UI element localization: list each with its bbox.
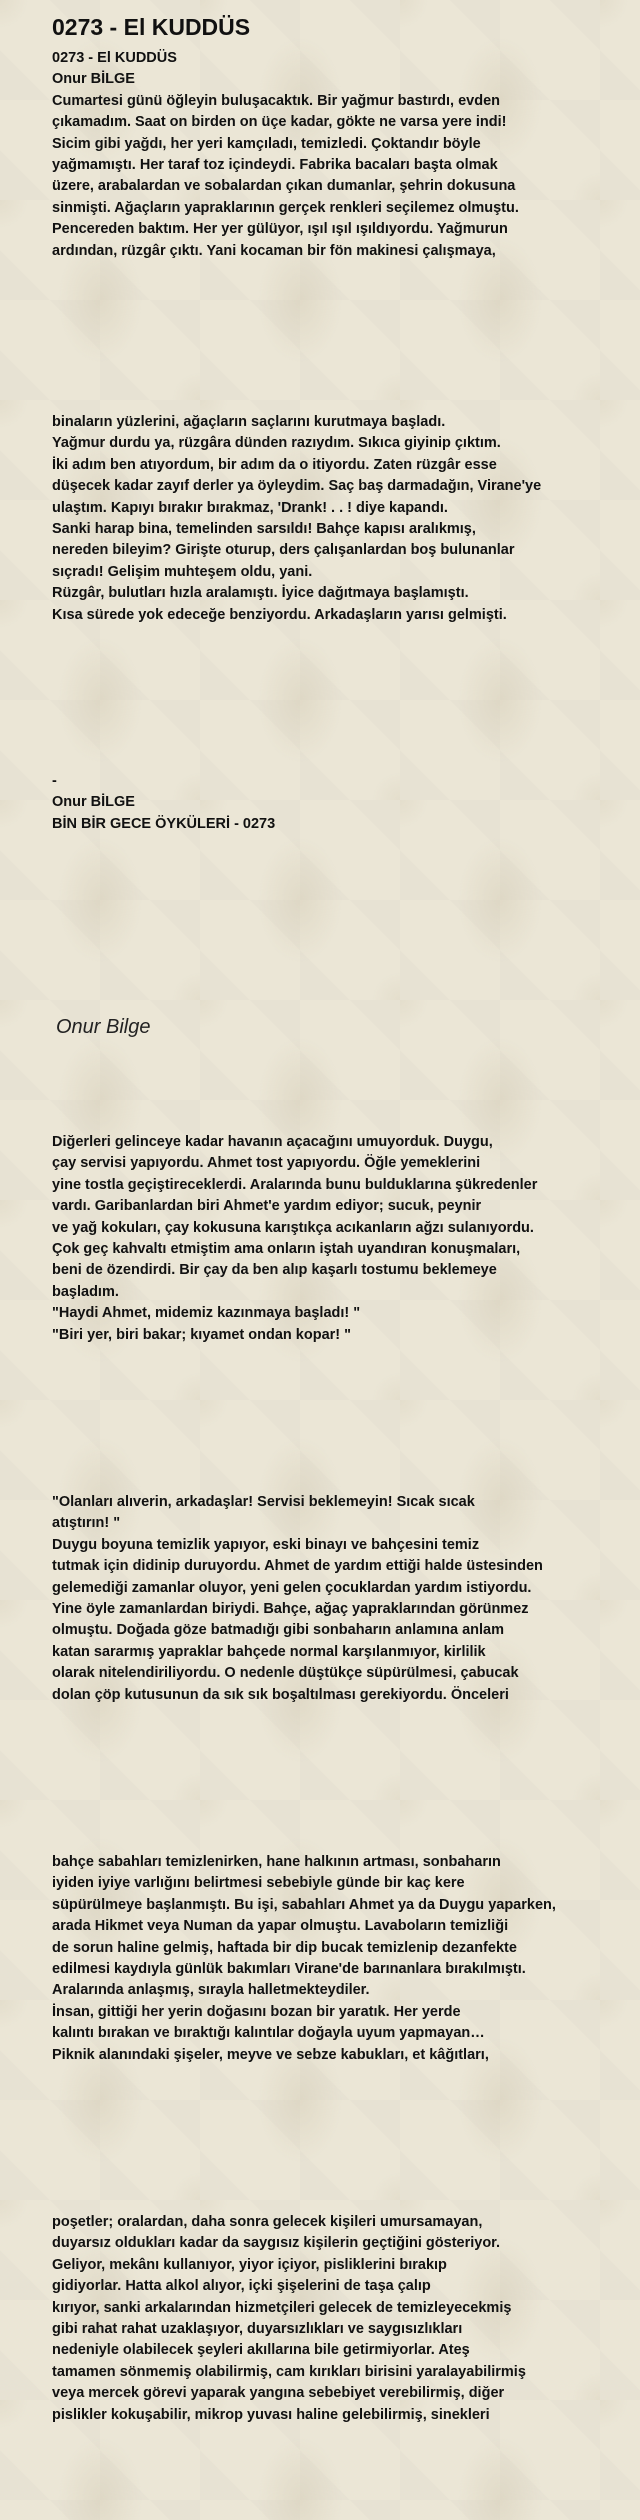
- text-line: Cumartesi günü öğleyin buluşacaktık. Bir yağmur bastırdı, evden: [52, 92, 500, 109]
- text-line: başladım.: [52, 1283, 119, 1300]
- text-line: BİN BİR GECE ÖYKÜLERİ - 0273: [52, 815, 276, 832]
- text-line: "Olanları alıverin, arkadaşlar! Servisi beklemeyin! Sıcak sıcak: [52, 1494, 475, 1510]
- text-line: duyarsız oldukları kadar da saygısız kişilerin geçtiğini gösteriyor.: [52, 2235, 501, 2252]
- text-line: Onur BİLGE: [52, 71, 135, 88]
- text-line: tamamen sönmemiş olabilirmiş, cam kırıkları birisini yaralayabilirmiş: [52, 2363, 526, 2380]
- text-line: Yağmur durdu ya, rüzgâra dünden razıydım. Sıkıca giyinip çıktım.: [52, 435, 501, 452]
- text-line: nedeniyle olabilecek şeyleri akıllarına bile getirmiyorlar. Ateş: [52, 2342, 470, 2359]
- header-paragraph: [52, 48, 622, 262]
- text-line: olarak nitelendiriliyordu. O nedenle düştükçe süpürülmesi, çabucak: [52, 1665, 519, 1682]
- text-line: kalıntı bırakan ve bıraktığı kalıntılar doğayla uyum yapmayan…: [52, 2025, 485, 2042]
- author-signature: Onur Bilge: [56, 1016, 151, 1038]
- story-paragraph: [52, 1852, 622, 2066]
- text-line: sıçradı! Gelişim muhteşem oldu, yani.: [52, 563, 313, 580]
- text-line: katan sararmış yapraklar bahçede normal karşılanmıyor, kirlilik: [52, 1643, 486, 1660]
- text-line: iyiden iyiye varlığını belirtmesi sebebiyle günde bir kaç kere: [52, 1875, 465, 1892]
- text-line: olmuştu. Doğada göze batmadığı gibi sonbaharın anlamına anlam: [52, 1622, 504, 1639]
- text-line: yine tostla geçiştireceklerdi. Aralarında bunu bulduklarına şükredenler: [52, 1176, 538, 1193]
- text-line: beni de özendirdi. Bir çay da ben alıp kaşarlı tostumu beklemeye: [52, 1262, 497, 1279]
- story-paragraph: [52, 1492, 622, 1706]
- story-paragraph: [52, 1132, 622, 1346]
- text-line: pislikler kokuşabilir, mikrop yuvası haline gelebilirmiş, sinekleri: [52, 2406, 490, 2423]
- text-line: Geliyor, mekânı kullanıyor, yiyor içiyor, pisliklerini bırakıp: [52, 2256, 447, 2273]
- text-line: veya mercek görevi yaparak yangına sebebiyet verebilirmiş, diğer: [52, 2385, 505, 2402]
- text-line: sinmişti. Ağaçların yapraklarının gerçek renkleri seçilemez olmuştu.: [52, 199, 519, 216]
- text-line: düşecek kadar zayıf derler ya öyleydim. Saç baş darmadağın, Virane'ye: [52, 478, 542, 495]
- text-line: Duygu boyuna temizlik yapıyor, eski binayı ve bahçesini temiz: [52, 1536, 480, 1553]
- text-line: Piknik alanındaki şişeler, meyve ve sebze kabukları, et kâğıtları,: [52, 2046, 489, 2063]
- text-line: kırıyor, sanki arkalarından hizmetçileri gelecek de temizleyecekmiş: [52, 2299, 512, 2316]
- text-line: Sicim gibi yağdı, her yeri kamçıladı, temizledi. Çoktandır böyle: [52, 135, 481, 152]
- text-line: yağmamıştı. Her taraf toz içindeydi. Fabrika bacaları başta olmak: [52, 157, 498, 174]
- text-line: "Biri yer, biri bakar; kıyamet ondan kopar! ": [52, 1326, 352, 1343]
- story-paragraph: [52, 2212, 622, 2426]
- text-line: gelemediği zamanlar oluyor, yeni gelen çocuklardan yardım istiyordu.: [52, 1579, 532, 1596]
- text-line: Diğerleri gelinceye kadar havanın açacağını umuyorduk. Duygu,: [52, 1134, 493, 1150]
- text-line: Sanki harap bina, temelinden sarsıldı! Bahçe kapısı aralıkmış,: [52, 521, 476, 538]
- text-line: çay servisi yapıyordu. Ahmet tost yapıyordu. Öğle yemeklerini: [52, 1155, 481, 1172]
- text-line: nereden bileyim? Girişte oturup, ders çalışanlardan boş bulunanlar: [52, 542, 515, 559]
- text-line: binaların yüzlerini, ağaçların saçlarını kurutmaya başladı.: [52, 414, 446, 430]
- text-line: İki adım ben atıyordum, bir adım da o itiyordu. Zaten rüzgâr esse: [52, 456, 497, 473]
- text-line: ardından, rüzgâr çıktı. Yani kocaman bir fön makinesi çalışmaya,: [52, 242, 496, 259]
- text-line: üzere, arabalardan ve sobalardan çıkan dumanlar, şehrin dokusuna: [52, 178, 516, 195]
- text-line: Rüzgâr, bulutları hızla aralamıştı. İyice dağıtmaya başlamıştı.: [52, 585, 469, 602]
- text-line: poşetler; oralardan, daha sonra gelecek kişileri umursamayan,: [52, 2214, 483, 2230]
- text-line: Onur BİLGE: [52, 794, 135, 811]
- text-line: dolan çöp kutusunun da sık sık boşaltılması gerekiyordu. Önceleri: [52, 1686, 509, 1703]
- text-line: tutmak için didinip duruyordu. Ahmet de yardım ettiği halde üstesinden: [52, 1558, 543, 1575]
- page-title: 0273 - El KUDDÜS: [52, 14, 251, 40]
- text-line: bahçe sabahları temizlenirken, hane halkının artması, sonbaharın: [52, 1854, 501, 1870]
- text-line: süpürülmeye başlanmıştı. Bu işi, sabahları Ahmet ya da Duygu yaparken,: [52, 1896, 556, 1913]
- author-credits: [52, 771, 622, 835]
- text-line: ulaştım. Kapıyı bırakır bırakmaz, 'Drank! . . ! diye kapandı.: [52, 499, 448, 516]
- text-line: çıkamadım. Saat on birden on üçe kadar, gökte ne varsa yere indi!: [52, 114, 507, 131]
- text-line: edilmesi kaydıyla günlük bakımları Virane'de barınanlara bırakılmıştı.: [52, 1961, 526, 1978]
- text-line: de sorun haline gelmiş, haftada bir dip bucak temizlenip dezanfekte: [52, 1939, 517, 1956]
- text-line: -: [52, 773, 57, 789]
- text-line: ve yağ kokuları, çay kokusuna karıştıkça acıkanların ağzı sulanıyordu.: [52, 1219, 534, 1236]
- text-line: "Haydi Ahmet, midemiz kazınmaya başladı! ": [52, 1305, 361, 1322]
- text-line: arada Hikmet veya Numan da yapar olmuştu. Lavaboların temizliği: [52, 1918, 509, 1935]
- text-line: Çok geç kahvaltı etmiştim ama onların iştah uyandıran konuşmaları,: [52, 1241, 521, 1258]
- text-line: 0273 - El KUDDÜS: [52, 50, 177, 66]
- text-line: Pencereden baktım. Her yer gülüyor, ışıl ışıl ışıldıyordu. Yağmurun: [52, 221, 508, 238]
- story-paragraph: [52, 412, 622, 626]
- text-line: vardı. Garibanlardan biri Ahmet'e yardım ediyor; sucuk, peynir: [52, 1198, 482, 1215]
- text-line: İnsan, gittiği her yerin doğasını bozan bir yaratık. Her yerde: [52, 2003, 461, 2020]
- text-line: Kısa sürede yok edeceğe benziyordu. Arkadaşların yarısı gelmişti.: [52, 606, 507, 623]
- text-line: gibi rahat rahat uzaklaşıyor, duyarsızlıkları ve saygısızlıkları: [52, 2321, 463, 2338]
- text-line: Yine öyle zamanlardan biriydi. Bahçe, ağaç yapraklarından görünmez: [52, 1601, 529, 1618]
- text-line: atıştırın! ": [52, 1515, 121, 1532]
- text-line: Aralarında anlaşmış, sırayla halletmekteydiler.: [52, 1982, 370, 1999]
- text-line: gidiyorlar. Hatta alkol alıyor, içki şişelerini de taşa çalıp: [52, 2278, 431, 2295]
